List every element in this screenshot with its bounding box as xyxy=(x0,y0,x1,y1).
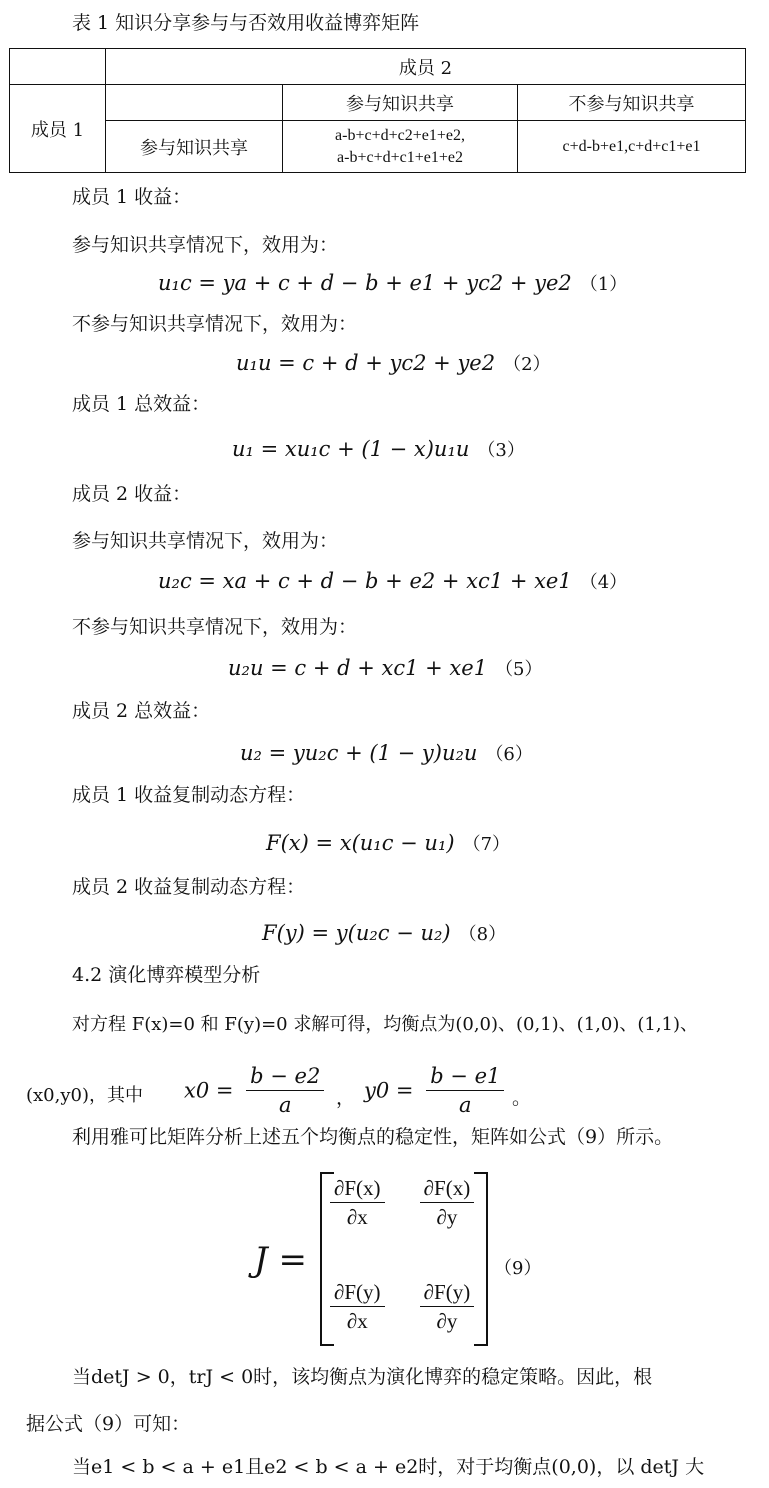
col-header-not-participate: 不参与知识共享 xyxy=(518,85,746,121)
equation-7 xyxy=(266,830,510,856)
jacobian-11-numerator: ∂F(x) xyxy=(330,1174,385,1203)
equation-4 xyxy=(158,568,627,594)
equation-4-body: u₂c = xa + c + d − b + e2 + xc1 + xe1 xyxy=(158,569,572,593)
member1-header: 成员 1 xyxy=(10,85,106,173)
x0-denominator: a xyxy=(279,1093,292,1117)
cell-pp-line2: a-b+c+d+c1+e1+e2 xyxy=(337,148,463,166)
x0-numerator: b − e2 xyxy=(246,1062,324,1091)
jacobian-cell-12 xyxy=(420,1174,475,1231)
jacobian-21-numerator: ∂F(y) xyxy=(330,1278,385,1307)
jacobian-right-bracket xyxy=(474,1172,488,1346)
equation-7-number: （7） xyxy=(462,834,511,855)
x0-formula xyxy=(184,1062,330,1119)
equation-6-body: u₂ = yu₂c + (1 − y)u₂u xyxy=(240,741,478,765)
cell-pp-line1: a-b+c+d+c2+e1+e2, xyxy=(335,126,465,144)
formula-period: 。 xyxy=(512,1087,532,1109)
formula-separator: ， xyxy=(336,1087,356,1109)
member1-income-label: 成员 1 收益： xyxy=(72,186,192,208)
equation-5 xyxy=(228,655,543,681)
cell-participate-participate xyxy=(283,121,518,173)
member2-dynamics-label: 成员 2 收益复制动态方程： xyxy=(72,876,306,898)
member1-total-label: 成员 1 总效益： xyxy=(72,393,211,415)
paragraph-3-line1: 当detJ > 0，trJ < 0时，该均衡点为演化博弈的稳定策略。因此，根 xyxy=(72,1366,653,1388)
paragraph-1-line1: 对方程 F(x)=0 和 F(y)=0 求解可得，均衡点为(0,0)、(0,1)、(1,0)、(1,1)、 xyxy=(72,1014,699,1035)
jacobian-cell-21 xyxy=(330,1278,385,1335)
y0-fraction xyxy=(426,1062,504,1119)
member1-dynamics-label: 成员 1 收益复制动态方程： xyxy=(72,784,306,806)
equation-2-number: （2） xyxy=(503,354,551,375)
table-caption: 表 1 知识分享参与与否效用收益博弈矩阵 xyxy=(72,12,420,34)
y0-formula xyxy=(364,1062,510,1119)
x0-fraction xyxy=(246,1062,324,1119)
jacobian-lhs: J = xyxy=(254,1240,307,1280)
equation-9-number: （9） xyxy=(494,1258,542,1279)
payoff-matrix-table xyxy=(9,48,746,173)
paragraph-4: 当e1 < b < a + e1且e2 < b < a + e2时，对于均衡点(0,0)，以 detJ 大 xyxy=(72,1456,705,1478)
col-header-participate: 参与知识共享 xyxy=(283,85,518,121)
x0-lhs: x0 = xyxy=(184,1078,234,1103)
equation-1 xyxy=(158,270,627,296)
jacobian-12-numerator: ∂F(x) xyxy=(420,1174,475,1203)
member2-header: 成员 2 xyxy=(106,49,746,85)
equation-3 xyxy=(232,436,525,462)
y0-denominator: a xyxy=(459,1093,472,1117)
equation-1-number: （1） xyxy=(579,274,628,295)
member2-total-label: 成员 2 总效益： xyxy=(72,700,211,722)
paragraph-3-line2: 据公式（9）可知： xyxy=(26,1413,191,1435)
member1-not-participate-label: 不参与知识共享情况下，效用为： xyxy=(72,313,358,335)
equation-6 xyxy=(240,740,533,766)
jacobian-cell-22 xyxy=(420,1278,475,1335)
equation-5-body: u₂u = c + d + xc1 + xe1 xyxy=(228,656,488,680)
equation-2 xyxy=(236,350,551,376)
equation-3-body: u₁ = xu₁c + (1 − x)u₁u xyxy=(232,437,470,461)
member2-income-label: 成员 2 收益： xyxy=(72,483,192,505)
member2-not-participate-label: 不参与知识共享情况下，效用为： xyxy=(72,616,358,638)
jacobian-cell-11 xyxy=(330,1174,385,1231)
paragraph-2: 利用雅可比矩阵分析上述五个均衡点的稳定性，矩阵如公式（9）所示。 xyxy=(72,1126,674,1148)
equation-2-body: u₁u = c + d + yc2 + ye2 xyxy=(236,351,496,375)
jacobian-22-numerator: ∂F(y) xyxy=(420,1278,475,1307)
equation-6-number: （6） xyxy=(485,744,533,765)
y0-lhs: y0 = xyxy=(364,1078,414,1103)
equation-5-number: （5） xyxy=(495,659,543,680)
jacobian-21-denominator: ∂x xyxy=(346,1309,368,1333)
equation-3-number: （3） xyxy=(477,440,525,461)
jacobian-row-1 xyxy=(330,1174,474,1231)
jacobian-row-2 xyxy=(330,1278,474,1335)
member2-participate-label: 参与知识共享情况下，效用为： xyxy=(72,530,339,552)
equation-8-number: （8） xyxy=(458,924,507,945)
table-corner xyxy=(10,49,106,85)
equation-1-body: u₁c = ya + c + d − b + e1 + yc2 + ye2 xyxy=(158,271,572,295)
member1-participate-label: 参与知识共享情况下，效用为： xyxy=(72,234,339,256)
equation-4-number: （4） xyxy=(579,572,628,593)
row-header-blank xyxy=(106,85,283,121)
equation-8-body: F(y) = y(u₂c − u₂) xyxy=(262,921,451,945)
cell-participate-not: c+d-b+e1,c+d+c1+e1 xyxy=(518,121,746,173)
jacobian-22-denominator: ∂y xyxy=(436,1309,458,1333)
row-header-participate: 参与知识共享 xyxy=(106,121,283,173)
equation-7-body: F(x) = x(u₁c − u₁) xyxy=(266,831,455,855)
section-heading: 4.2 演化博弈模型分析 xyxy=(72,964,261,986)
jacobian-12-denominator: ∂y xyxy=(436,1205,458,1229)
paragraph-1-line2-prefix: (x0,y0)，其中 xyxy=(26,1085,143,1106)
y0-numerator: b − e1 xyxy=(426,1062,504,1091)
jacobian-11-denominator: ∂x xyxy=(346,1205,368,1229)
equation-8 xyxy=(262,920,506,946)
